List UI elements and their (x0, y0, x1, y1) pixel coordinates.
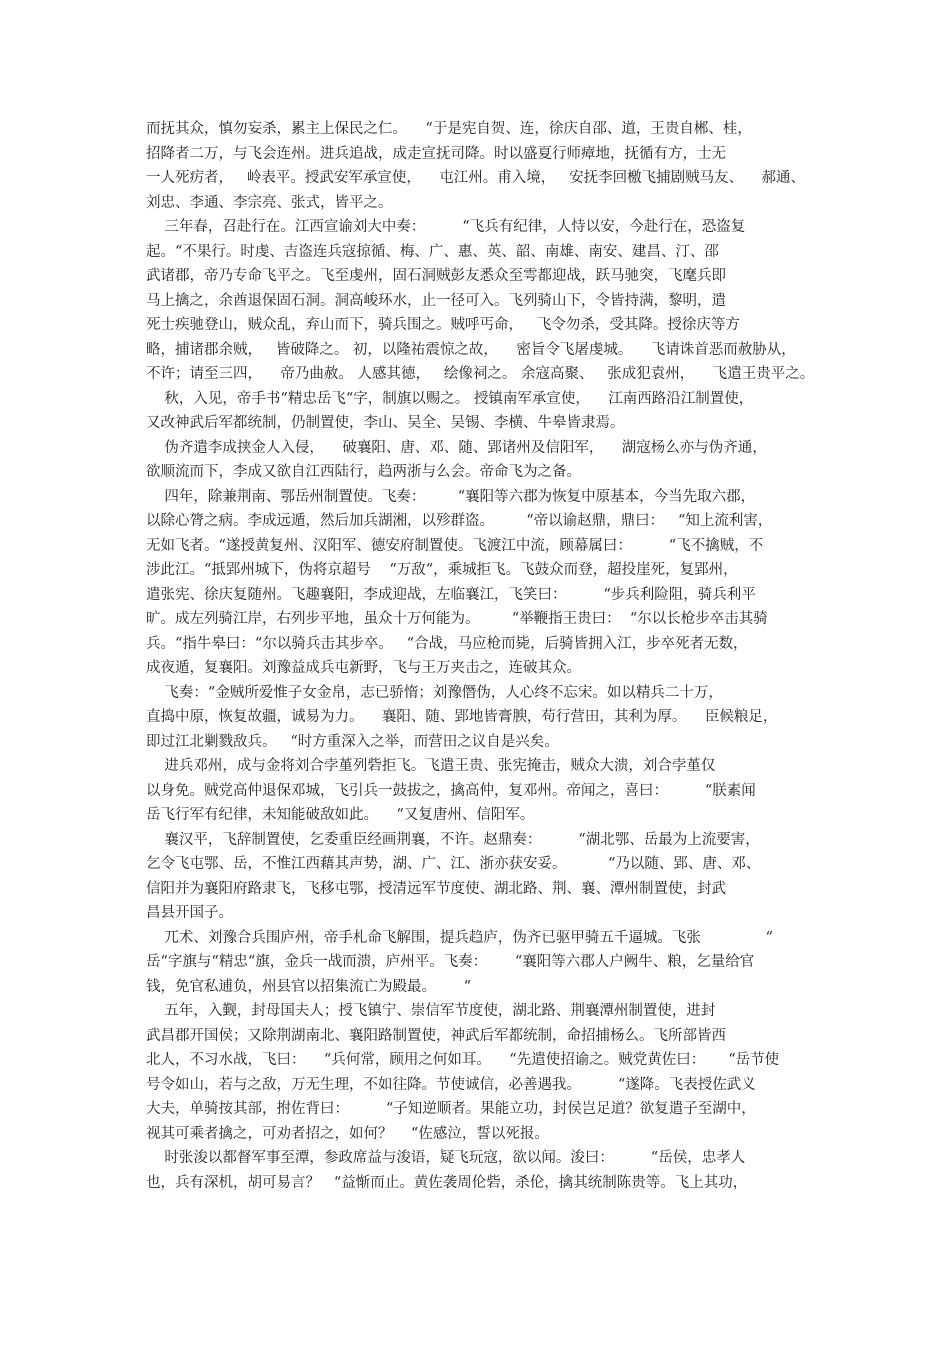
text-line: 无如飞者。“遂授黄复州、汉阳军、德安府制置使。飞渡江中流，顾幕属曰： “飞不擒贼，不 (146, 537, 764, 554)
text-line: 五年，入觐，封母国夫人；授飞镇宁、崇信军节度使，湖北路、荆襄潭州制置使，进封 (146, 1003, 716, 1019)
text-line: 即过江北剿戮敌兵。 “时方重深入之举，而营田之议自是兴矣。 (146, 733, 559, 750)
text-line: 钱，免官私逋负，州县官以招集流亡为殿最。 “ (146, 978, 472, 995)
text-line: 号令如山，若与之敌，万无生理，不如往降。节使诚信，必善遇我。 “遂降。飞表授佐武义 (146, 1076, 756, 1093)
text-line: 秋，入见，帝手书“精忠岳飞“字，制旗以赐之。 授镇南军承宣使， 江南西路沿江制置使， (146, 390, 754, 407)
text-line: 三年春，召赴行在。江西宣谕刘大中奏： “飞兵有纪律，人恃以安，今赴行在，恐盗复 (146, 219, 746, 235)
text-line: 马上擒之，余酋退保固石洞。洞高峻环水，止一径可入。飞列骑山下，令皆持满，黎明，遣 (146, 292, 726, 309)
text-line: 时张浚以都督军事至潭，参政席益与浚语，疑飞玩寇，欲以闻。浚曰： “岳侯，忠孝人 (146, 1150, 746, 1166)
text-line: 昌县开国子。 (146, 905, 233, 921)
text-line: 成夜遁，复襄阳。刘豫益成兵屯新野，飞与王万夹击之，连破其众。 (146, 660, 581, 676)
text-line: 伪齐遣李成挟金人入侵， 破襄阳、唐、邓、随、郢诸州及信阳军， 湖寇杨么亦与伪齐通， (146, 439, 767, 456)
text-line: 兀术、刘豫合兵围庐州，帝手札命飞解围，提兵趋庐，伪齐已驱甲骑五千逼城。飞张 “ (146, 929, 773, 946)
text-line: 起。“不果行。时虔、吉盗连兵寇掠循、梅、广、惠、英、韶、南雄、南安、建昌、汀、邵 (146, 243, 719, 260)
text-line: 直捣中原，恢复故疆，诚易为力。 襄阳、随、郢地皆膏腴，苟行营田，其利为厚。 臣候粮足， (146, 709, 778, 725)
text-line: 兵。“指牛皋曰：“尔以骑兵击其步卒。 “合战，马应枪而毙，后骑皆拥入江，步卒死者无数， (146, 635, 748, 652)
text-line: 涉此江。“抵郢州城下，伪将京超号 “万敌“，乘城拒飞。飞鼓众而登，超投崖死，复郢州， (146, 562, 738, 578)
text-line: 欲顺流而下，李成又欲自江西陆行，趋两浙与么会。帝命飞为之备。 (146, 464, 581, 480)
text-line: 招降者二万，与飞会连州。进兵追战，成走宣抚司降。时以盛夏行师瘴地，抚循有方，士无 (146, 145, 726, 162)
text-line: 也，兵有深机，胡可易言？ “益惭而止。黄佐袭周伦砦，杀伦，擒其统制陈贵等。飞上其功， (146, 1174, 748, 1191)
text-line: 四年，除兼荆南、鄂岳州制置使。飞奏： “襄阳等六郡为恢复中原基本，今当先取六郡， (146, 488, 756, 505)
text-line: 乞令飞屯鄂、岳，不惟江西藉其声势，湖、广、江、浙亦获安妥。 “乃以随、郢、唐、邓、 (146, 856, 761, 872)
text-line: 北人，不习水战，飞曰： “兵何常，顾用之何如耳。 “先遣使招谕之。贼党黄佐曰： “岳节使 (146, 1052, 780, 1068)
text-line: 大夫，单骑按其部，拊佐背曰： “子知逆顺者。果能立功，封侯岂足道？欲复遣子至湖中， (146, 1101, 756, 1117)
text-line: 又改神武后军都统制，仍制置使，李山、吴全、吴锡、李横、牛皋皆隶焉。 (146, 415, 625, 431)
text-line: 刘忠、李通、李宗亮、张式，皆平之。 (146, 194, 393, 211)
text-line: 死士疾驰登山，贼众乱，弃山而下，骑兵围之。贼呼丐命， 飞令勿杀，受其降。授徐庆等方 (146, 317, 740, 333)
text-line: 一人死疠者， 岭表平。授武安军承宣使， 屯江州。甫入境， 安抚李回檄飞捕剧贼马友、 郝通、 (146, 170, 806, 186)
body-text (146, 117, 816, 1195)
text-line: 信阳并为襄阳府路隶飞，飞移屯鄂，授清远军节度使、湖北路、荆、襄、潭州制置使，封武 (146, 880, 726, 897)
text-line: 飞奏：“金贼所爱惟子女金帛，志已骄惰；刘豫僭伪，人心终不忘宋。如以精兵二十万， (146, 684, 723, 701)
text-line: 武诸郡，帝乃专命飞平之。飞至虔州，固石洞贼彭友悉众至雩都迎战，跃马驰突，飞麾兵即 (146, 268, 726, 284)
text-line: 进兵邓州，成与金将刘合孛堇列砦拒飞。飞遣王贵、张宪掩击，贼众大溃，刘合孛堇仅 (146, 758, 716, 774)
text-line: 遣张宪、徐庆复随州。飞趣襄阳，李成迎战，左临襄江，飞笑曰： “步兵利险阻，骑兵利平 (146, 586, 756, 603)
text-line: 襄汉平，飞辞制置使，乞委重臣经画荆襄，不许。赵鼎奏： “湖北鄂、岳最为上流要害， (146, 831, 760, 848)
text-line: 而抚其众，慎勿妄杀，累主上保民之仁。 “于是宪自贺、连，徐庆自邵、道，王贵自郴、桂， (146, 121, 752, 137)
text-line: 以除心膂之病。李成远遁，然后加兵湖湘，以殄群盗。 “帝以谕赵鼎，鼎曰： “知上流利害， (146, 513, 773, 529)
text-line: 武昌郡开国侯；又除荆湖南北、襄阳路制置使，神武后军都统制，命招捕杨么。飞所部皆西 (146, 1027, 726, 1044)
text-line: 旷。成左列骑江岸，右列步平地，虽众十万何能为。 “举鞭指王贵曰： “尔以长枪步卒击其骑 (146, 611, 768, 627)
text-line: 略，捕诸郡余贼， 皆破降之。 初，以隆祐震惊之故， 密旨令飞屠虔城。 飞请诛首恶而赦胁从， (146, 341, 796, 358)
text-line: 视其可乘者擒之，可劝者招之，如何？ “佐感泣，誓以死报。 (146, 1125, 549, 1142)
text-line: 岳“字旗与“精忠“旗，金兵一战而溃，庐州平。飞奏： “襄阳等六郡人户阙牛、粮，乞量给官 (146, 954, 755, 970)
text-line: 以身免。贼党高仲退保邓城，飞引兵一鼓拔之，擒高仲，复邓州。帝闻之，喜曰： “朕素闻 (146, 782, 756, 799)
text-line: 岳飞行军有纪律，未知能破敌如此。 “又复唐州、信阳军。 (146, 807, 535, 823)
text-line: 不许；请至三四， 帝乃曲赦。 人感其德， 绘像祠之。 余寇高聚、 张成犯袁州， 飞遣王贵平之。 (146, 366, 815, 382)
